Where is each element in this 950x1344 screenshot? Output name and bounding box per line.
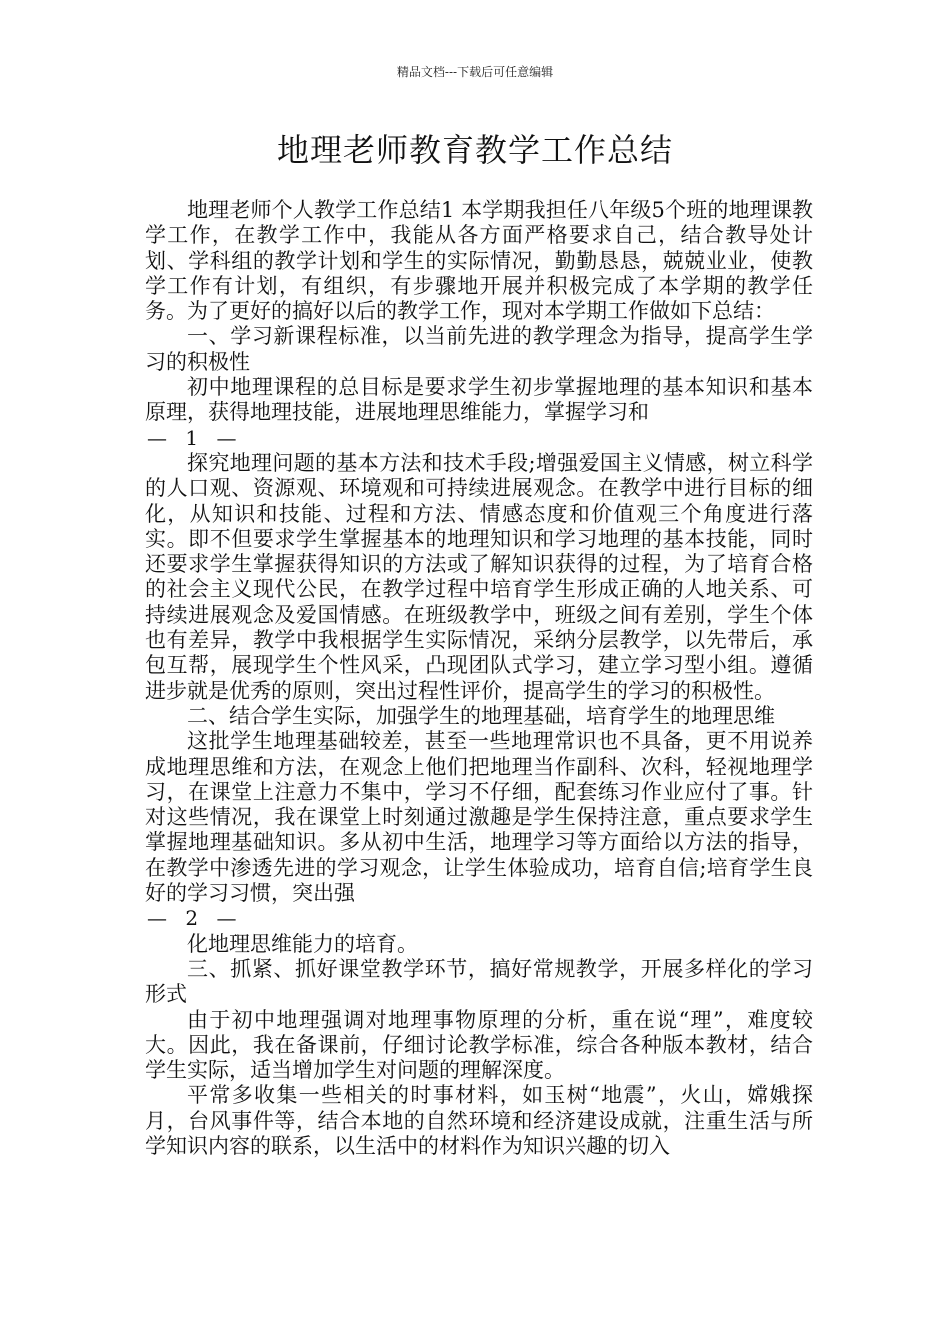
page-number-marker: — 2 — bbox=[147, 906, 243, 931]
header-note: 精品文档---下载后可任意编辑 bbox=[396, 65, 554, 79]
page-title: 地理老师教育教学工作总结 bbox=[276, 131, 673, 169]
document-body bbox=[145, 198, 813, 1159]
section-heading-3: 三、抓紧、抓好课堂教学环节，搞好常规教学，开展多样化的学习形式 bbox=[145, 956, 813, 1007]
paragraph: 平常多收集一些相关的时事材料，如玉树“地震”，火山，嫦娥探月，台风事件等，结合本地的自然环境和经济建设成就，注重生活与所学知识内容的联系，以生活中的材料作为知识兴趣的切入 bbox=[145, 1083, 813, 1158]
section-heading-2: 二、结合学生实际，加强学生的地理基础，培育学生的地理思维 bbox=[187, 703, 775, 728]
paragraph: 这批学生地理基础较差，甚至一些地理常识也不具备，更不用说养成地理思维和方法，在观念上他们把地理当作副科、次科，轻视地理学习，在课堂上注意力不集中，学习不仔细，配套练习作业应付了事。针对这些情况，我在课堂上时刻通过激趣是学生保持注意，重点要求学生掌握地理基础知识。多从初中生活，地理学习等方面给以方法的指导，在教学中渗透先进的学习观念，让学生体验成功，培育自信;培育学生良好的学习习惯，突出强 bbox=[145, 729, 813, 906]
paragraph: 探究地理问题的基本方法和技术手段;增强爱国主义情感，树立科学的人口观、资源观、环境观和可持续进展观念。在教学中进行目标的细化，从知识和技能、过程和方法、情感态度和价值观三个角度进行落实。即不但要求学生掌握基本的地理知识和学习地理的基本技能，同时还要求学生掌握获得知识的方法或了解知识获得的过程，为了培育合格的社会主义现代公民，在教学过程中培育学生形成正确的人地关系、可持续进展观念及爱国情感。在班级教学中，班级之间有差别，学生个体也有差异，教学中我根据学生实际情况，采纳分层教学，以先带后，承包互帮，展现学生个性风采，凸现团队式学习，建立学习型小组。遵循进步就是优秀的原则，突出过程性评价，提高学生的学习的积极性。 bbox=[145, 450, 813, 703]
paragraph: 化地理思维能力的培育。 bbox=[187, 931, 418, 956]
paragraph: 初中地理课程的总目标是要求学生初步掌握地理的基本知识和基本原理，获得地理技能，进展地理思维能力，掌握学习和 bbox=[145, 375, 813, 425]
paragraph: 由于初中地理强调对地理事物原理的分析，重在说“理”，难度较大。因此，我在备课前，仔细讨论教学标准，综合各种版本教材，结合学生实际，适当增加学生对问题的理解深度。 bbox=[145, 1007, 813, 1083]
paragraph-intro: 地理老师个人教学工作总结1 本学期我担任八年级5个班的地理课教学工作，在教学工作中，我能从各方面严格要求自己，结合教导处计划、学科组的教学计划和学生的实际情况，勤勤恳恳，兢兢业业，使教学工作有计划，有组织，有步骤地开展并积极完成了本学期的教学任务。为了更好的搞好以后的教学工作，现对本学期工作做如下总结： bbox=[145, 198, 813, 324]
page-number-marker: — 1 — bbox=[147, 425, 243, 450]
section-heading-1: 一、学习新课程标准，以当前先进的教学理念为指导，提高学生学习的积极性 bbox=[145, 324, 813, 374]
